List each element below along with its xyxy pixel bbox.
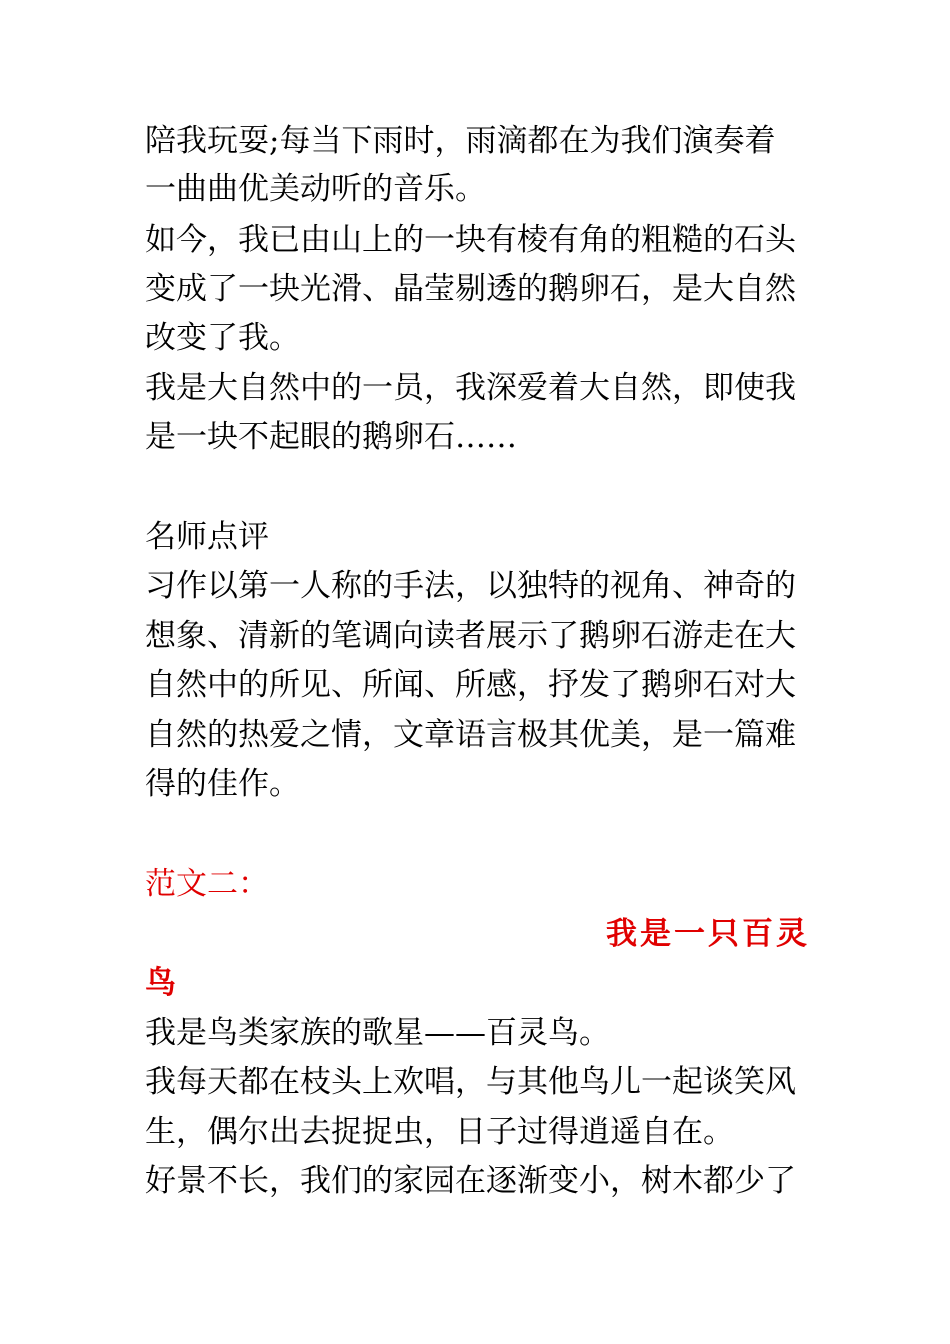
essay-line: 好景不长，我们的家园在逐渐变小，树木都少了	[145, 1163, 796, 1199]
essay-title-continued: 鸟	[145, 965, 176, 1001]
review-line: 习作以第一人称的手法，以独特的视角、神奇的	[145, 568, 796, 604]
paragraph-line: 变成了一块光滑、晶莹剔透的鹅卵石，是大自然	[145, 271, 796, 307]
paragraph-line: 改变了我。	[145, 320, 300, 356]
review-line: 自然中的所见、所闻、所感，抒发了鹅卵石对大	[145, 667, 796, 703]
paragraph-line: 一曲曲优美动听的音乐。	[145, 171, 486, 207]
paragraph-line: 陪我玩耍;每当下雨时，雨滴都在为我们演奏着	[145, 123, 776, 159]
review-line: 自然的热爱之情，文章语言极其优美，是一篇难	[145, 717, 796, 753]
essay-line: 生，偶尔出去捉捉虫，日子过得逍遥自在。	[145, 1114, 734, 1150]
review-line: 想象、清新的笔调向读者展示了鹅卵石游走在大	[145, 618, 796, 654]
paragraph-line: 如今，我已由山上的一块有棱有角的粗糙的石头	[145, 222, 796, 258]
review-line: 得的佳作。	[145, 766, 300, 802]
essay-line: 我是鸟类家族的歌星——百灵鸟。	[145, 1015, 610, 1051]
example-label: 范文二：	[145, 866, 269, 902]
review-heading: 名师点评	[145, 519, 269, 555]
essay-title: 我是一只百灵	[606, 916, 810, 952]
paragraph-line: 我是大自然中的一员，我深爱着大自然，即使我	[145, 370, 796, 406]
paragraph-line: 是一块不起眼的鹅卵石……	[145, 419, 517, 455]
essay-line: 我每天都在枝头上欢唱，与其他鸟儿一起谈笑风	[145, 1064, 796, 1100]
